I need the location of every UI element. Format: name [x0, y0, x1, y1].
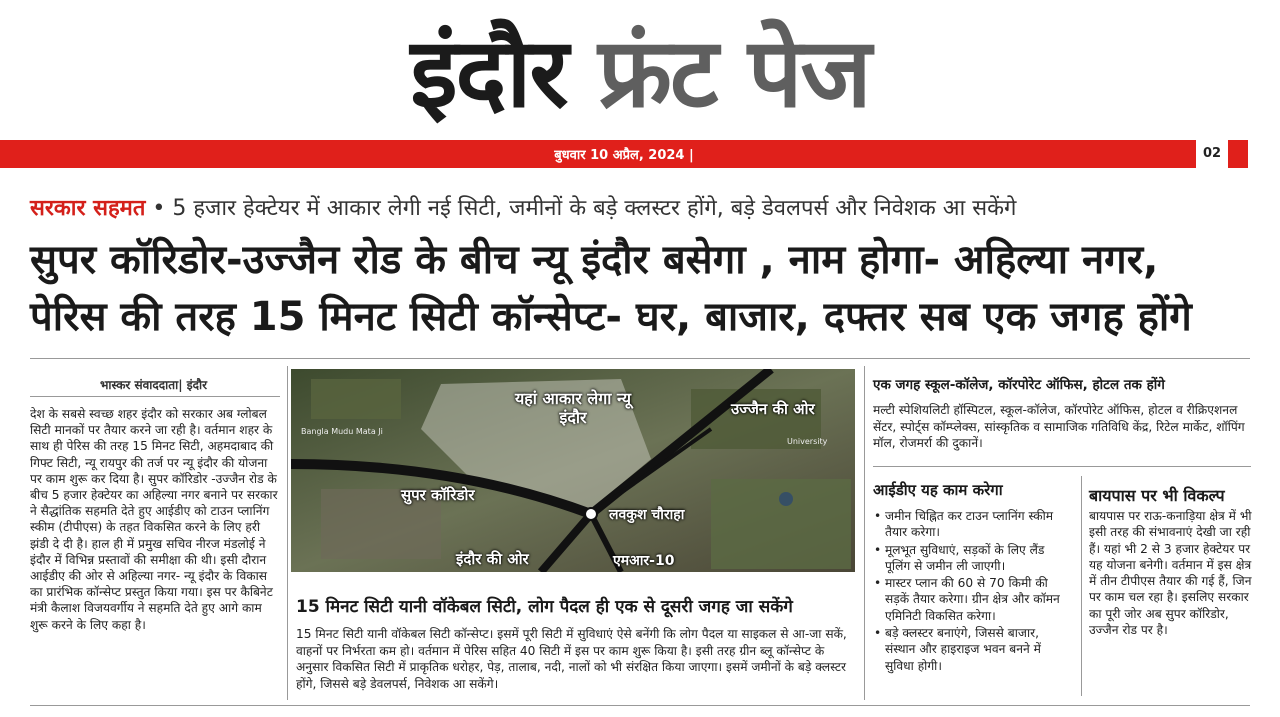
main-headline: [30, 232, 1260, 346]
masthead-title-city: इंदौर: [410, 17, 567, 129]
divider-top: [30, 358, 1250, 359]
masthead-title-section: फ्रंट पेज: [598, 17, 870, 129]
subhead-15-minute-city: 15 मिनट सिटी यानी वॉकेबल सिटी, लोग पैदल ही एक से दूसरी जगह जा सकेंगे: [296, 597, 793, 617]
lead-article-body: देश के सबसे स्वच्छ शहर इंदौर को सरकार अब ग्लोबल सिटी मानकों पर तैयार करने जा रही है। वर्तमान शहर के साथ ही पेरिस की तरह 15 मिनट सिटी, अहमदाबाद की गिफ्ट सिटी, न्यू रायपुर की तर्ज पर न्यू इंदौर की योजना पर काम शुरू कर दिया है। सुपर कॉरिडोर -उज्जैन रोड के बीच 5 हजार हेक्टेयर का अहिल्या नगर बनाने पर सरकार ने सैद्धांतिक सहमति देते हुए आईडीए को टाउन प्लानिंग स्कीम (टीपीएस) के तहत विकसित करने के लिए हरी झंडी दे दी है। हाल ही में प्रमुख सचिव नीरज मंडलोई ने इंदौर में विभिन्न प्रस्तावों की समीक्षा की थी। इसी दौरान आईडीए की ओर से अहिल्या नगर- न्यू इंदौर के विकास का प्रारंभिक कॉन्सेप्ट प्रस्तुत किया गया। इस पर कैबिनेट मंत्री कैलाश विजयवर्गीय ने सहमति देते हुए आगे काम शुरू करने के लिए कहा है।: [30, 407, 278, 632]
article-facilities: मल्टी स्पेशियलिटी हॉस्पिटल, स्कूल-कॉलेज, कॉरपोरेट ऑफिस, होटल व रीक्रिएशनल सेंटर, स्पोर्ट्स कॉम्प्लेक्स, सांस्कृतिक व सामाजिक गतिविधि केंद्र, रिटेल मार्केट, शॉपिंग मॉल, रोजमर्रा की दुकानें।: [873, 403, 1245, 450]
page-number: 02: [1196, 140, 1228, 168]
list-item: • मास्टर प्लान की 60 से 70 किमी की सड़कें तैयार करेगा। ग्रीन क्षेत्र और कॉमन एमिनिटी विकसित करेगा।: [873, 575, 1073, 624]
list-item: • जमीन चिह्नित कर टाउन प्लानिंग स्कीम तैयार करेगा।: [873, 508, 1073, 541]
list-item: • मूलभूत सुविधाएं, सड़कों के लिए लैंड पूलिंग से जमीन ली जाएगी।: [873, 542, 1073, 575]
headline-line-2: पेरिस की तरह 15 मिनट सिटी कॉन्सेप्ट- घर, बाजार, दफ्तर सब एक जगह होंगे: [30, 294, 1192, 340]
map-label-ujjain: उज्जैन की ओर: [731, 400, 815, 418]
divider-col4: [1081, 476, 1082, 696]
map-label-super-corridor: सुपर कॉरिडोर: [401, 486, 475, 504]
edition-date: बुधवार 10 अप्रैल, 2024 |: [554, 148, 694, 163]
kicker-line: [30, 192, 1016, 222]
subhead-bypass: बायपास पर भी विकल्प: [1089, 486, 1225, 505]
map-label-mr10: एमआर-10: [613, 553, 675, 569]
byline-underline: [30, 396, 280, 397]
masthead-title: [0, 18, 1280, 128]
byline: भास्कर संवाददाता| इंदौर: [100, 378, 208, 392]
divider-bottom: [30, 705, 1250, 706]
ida-task-list: [873, 508, 1073, 675]
date-bar: [0, 140, 1248, 168]
map-label-new-indore: यहां आकार लेगा न्यू इंदौर: [515, 389, 631, 427]
headline-line-1: सुपर कॉरिडोर-उज्जैन रोड के बीच न्यू इंदौर बसेगा , नाम होगा- अहिल्या नगर,: [30, 237, 1159, 283]
article-bypass: बायपास पर राऊ-कनाड़िया क्षेत्र में भी इसी तरह की संभावनाएं देखी जा रही हैं। यहां भी 2 से 3 हजार हेक्टेयर पर यह योजना बनेगी। वर्तमान में इस क्षेत्र में तीन टीपीएस तैयार की गई हैं, जिन पर काम चल रहा है। इसलिए सरकार का पूरी जोर अब सुपर कॉरिडोर, उज्जैन रोड पर है।: [1089, 509, 1252, 638]
satellite-map: [291, 369, 855, 572]
list-item: • बड़े क्लस्टर बनाएंगे, जिससे बाजार, संस्थान और हाइराइज भवन बनने में सुविधा होगी।: [873, 625, 1073, 674]
map-label-luvkush: लवकुश चौराहा: [609, 507, 685, 523]
subhead-facilities: एक जगह स्कूल-कॉलेज, कॉरपोरेट ऑफिस, होटल तक होंगे: [873, 377, 1165, 393]
masthead: [0, 0, 1280, 140]
divider-col1: [287, 366, 288, 700]
kicker-text: 5 हजार हेक्टेयर में आकार लेगी नई सिटी, जमीनों के बड़े क्लस्टर होंगे, बड़े डेवलपर्स और निवेशक आ सकेंगे: [172, 196, 1017, 221]
map-label-bangla: Bangla Mudu Mata Ji: [301, 427, 383, 436]
map-label-university: University: [787, 437, 828, 446]
divider-col2: [864, 366, 865, 700]
kicker-bullet: •: [152, 196, 166, 221]
article-15-minute-city: 15 मिनट सिटी यानी वॉकेबल सिटी कॉन्सेप्ट। इसमें पूरी सिटी में सुविधाएं ऐसे बनेंगी कि लोग पैदल या साइकल से आ-जा सकें, वाहनों पर निर्भरता कम हो। वर्तमान में पेरिस सहित 40 सिटी में इस पर काम शुरू किया है। इसी तरह ग्रीन ब्लू कॉन्सेप्ट के अनुसार विकसित सिटी में प्राकृतिक धरोहर, पेड़, तालाब, नदी, नालों को भी संरक्षित किया जाएगा। इसमें जमीनों के बड़े क्लस्टर होंगे, जिससे बड़े डेवलपर्स, निवेशक आ सकेंगे।: [296, 627, 847, 691]
divider-right-mid: [873, 466, 1251, 467]
map-label-indore: इंदौर की ओर: [456, 550, 529, 568]
subhead-ida-tasks: आईडीए यह काम करेगा: [873, 481, 1003, 499]
kicker-label: सरकार सहमत: [30, 196, 146, 221]
